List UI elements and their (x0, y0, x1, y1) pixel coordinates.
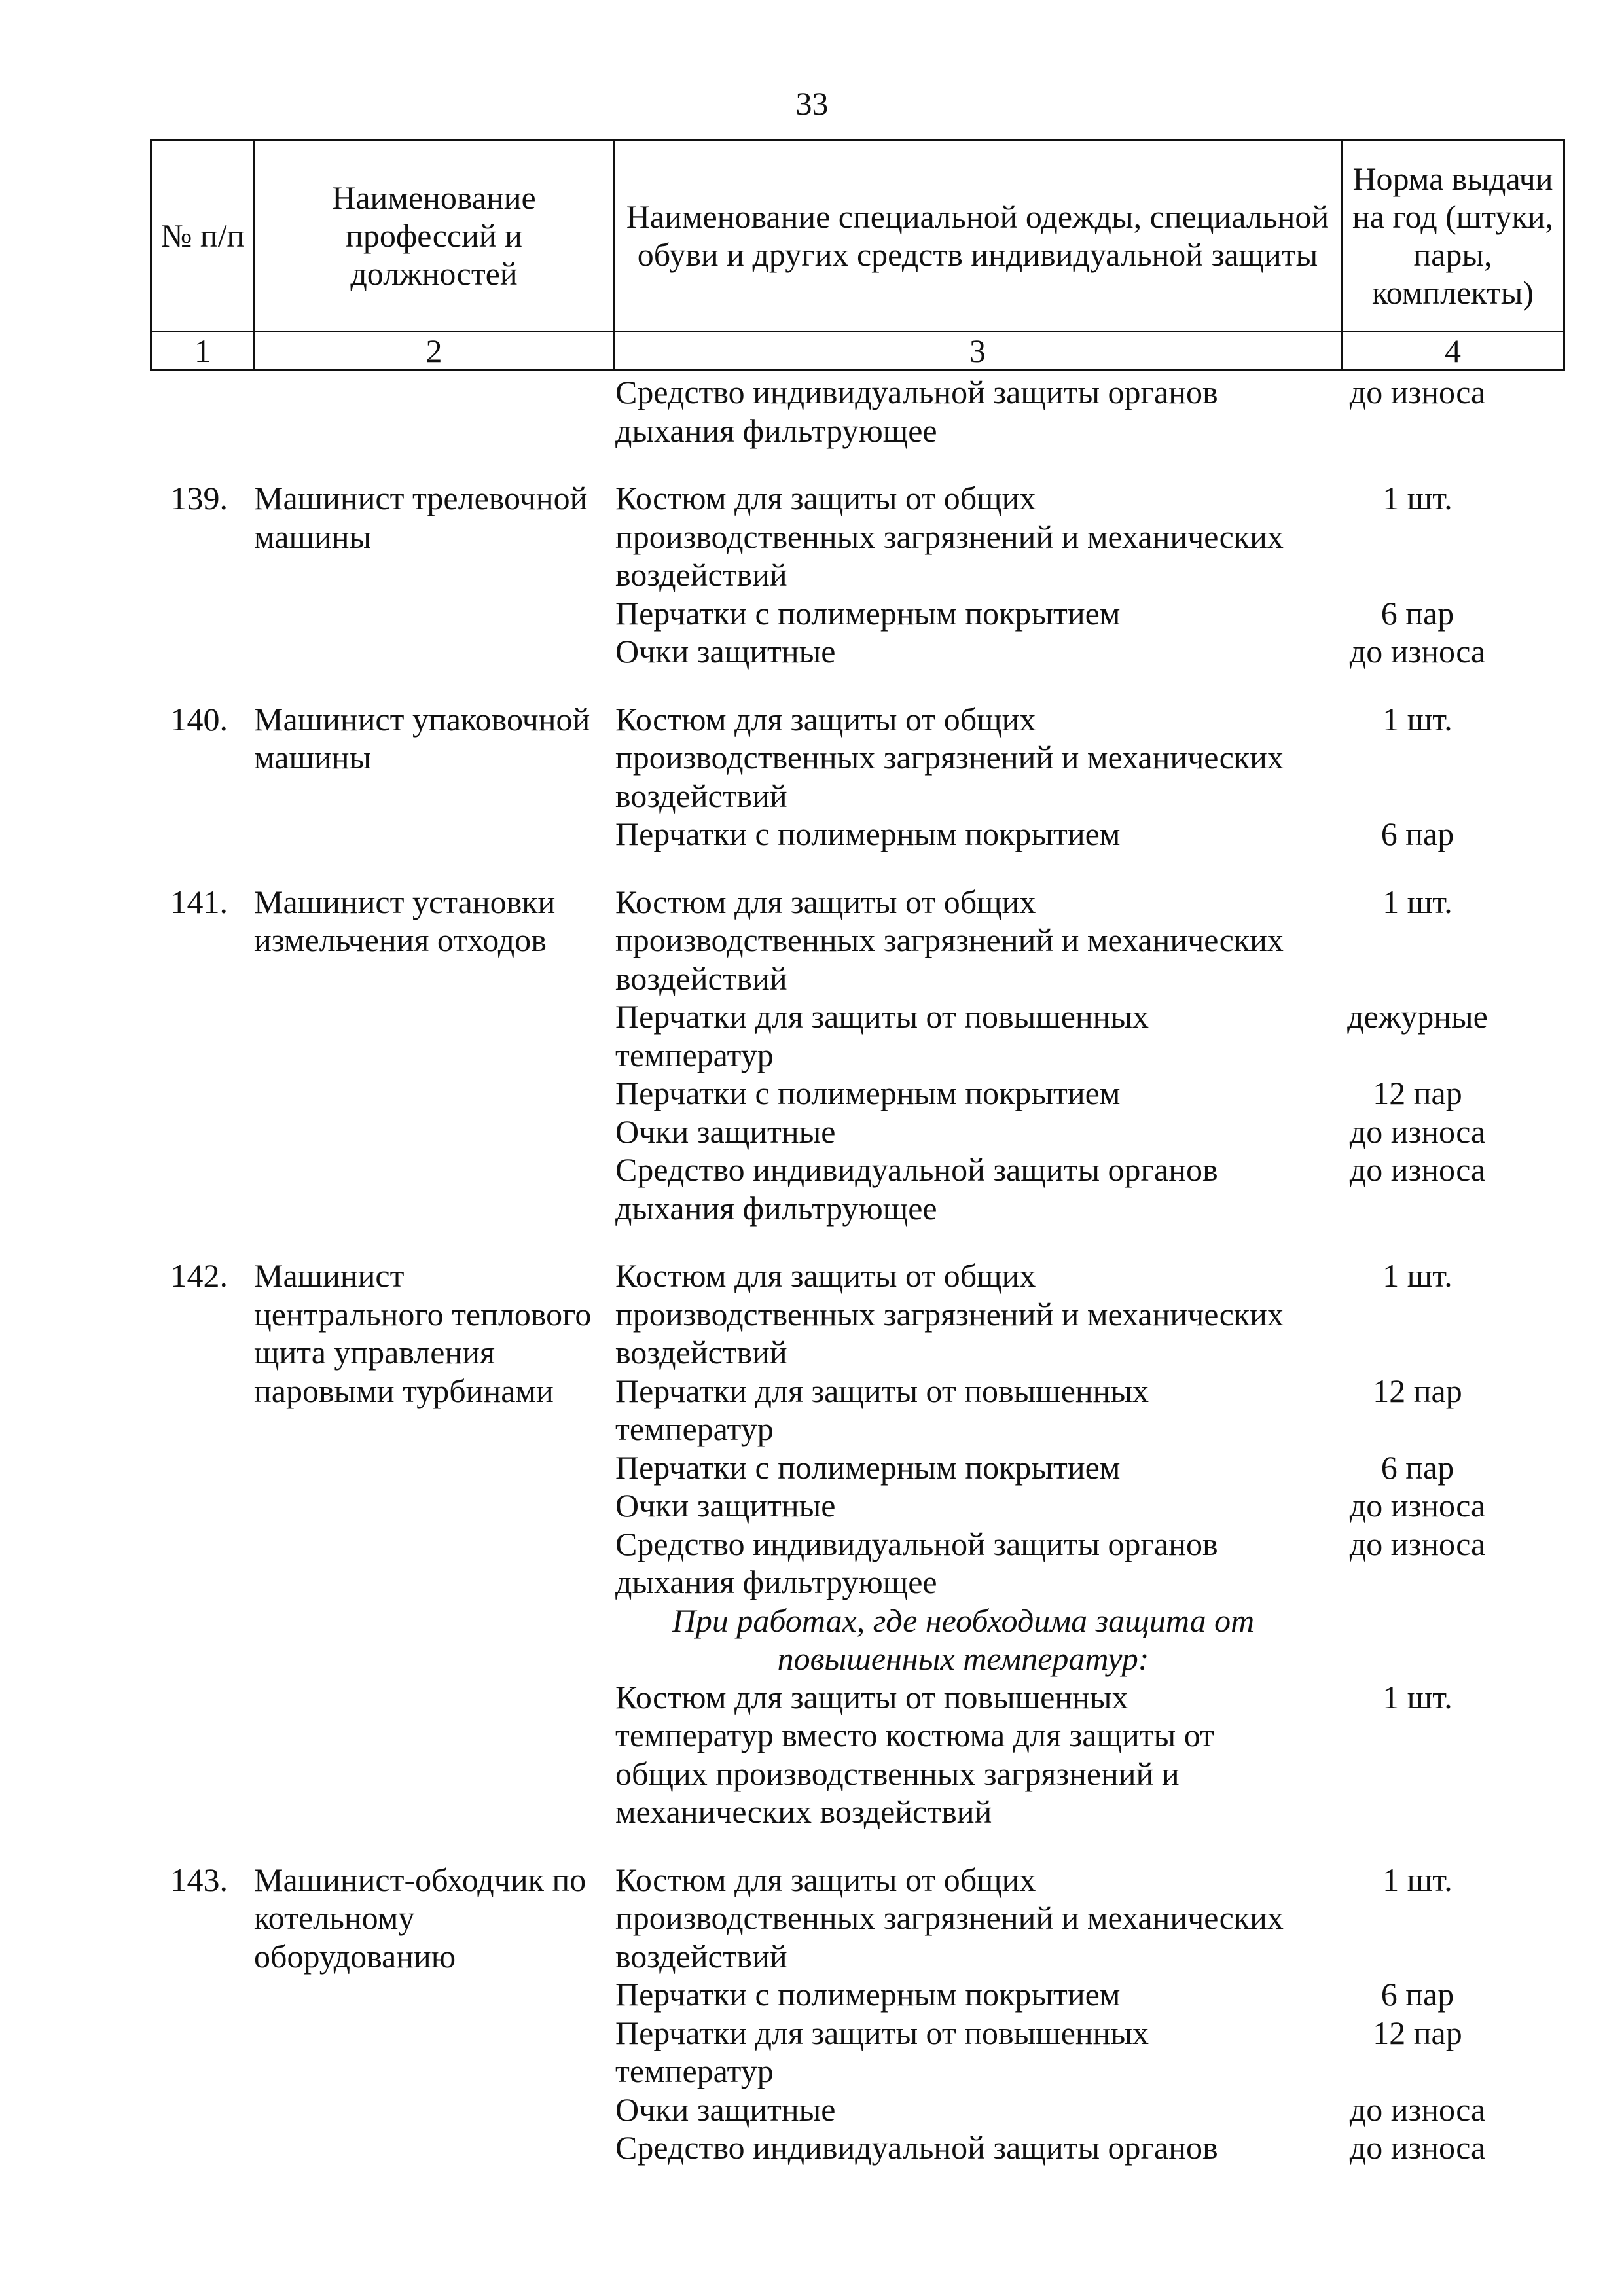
equipment-name: Костюм для защиты от общих производственных загрязнений и механических воздействий (615, 883, 1284, 997)
row-separator (150, 450, 1524, 479)
equipment-list (593, 1257, 1524, 1831)
entry-number: 139. (170, 480, 228, 516)
table-row (150, 700, 1524, 853)
entry-number: 141. (170, 883, 228, 920)
issue-norm: 1 шт. (1382, 883, 1453, 920)
issue-norm: 1 шт. (1382, 1678, 1453, 1715)
issue-norm: 12 пар (1373, 1372, 1462, 1409)
issue-norm: до износа (1349, 374, 1486, 410)
issue-norm: до износа (1349, 2090, 1486, 2128)
equipment-list (593, 479, 1524, 671)
header-col-number: № п/п (151, 140, 255, 332)
equipment-item (593, 1678, 1524, 1831)
equipment-name: Очки защитные (615, 633, 836, 670)
table-row (150, 883, 1524, 1228)
equipment-item (593, 815, 1524, 853)
issue-norm: 12 пар (1373, 1075, 1462, 1111)
equipment-name: Перчатки с полимерным покрытием (615, 1976, 1121, 2013)
equipment-name: Перчатки для защиты от повышенных температур (615, 998, 1149, 1073)
profession-name: Машинист установки измельчения отходов (254, 883, 556, 958)
row-separator (150, 671, 1524, 700)
table-body (150, 373, 1524, 2167)
conditional-note: При работах, где необходима защита от повышенных температур: (672, 1602, 1255, 1677)
equipment-name: Костюм для защиты от общих производственных загрязнений и механических воздействий (615, 1861, 1284, 1975)
equipment-name: Костюм для защиты от повышенных температур вместо костюма для защиты от общих производственных загрязнений и механических воздействий (615, 1678, 1214, 1830)
header-col-equipment: Наименование специальной одежды, специальной обуви и других средств индивидуальной защиты (614, 140, 1342, 332)
issue-norm: до износа (1349, 1525, 1486, 1562)
row-separator (150, 1227, 1524, 1257)
profession-name: Машинист-обходчик по котельному оборудованию (254, 1861, 586, 1975)
equipment-item (593, 883, 1524, 998)
equipment-name: Перчатки с полимерным покрытием (615, 1448, 1121, 1486)
equipment-name: Костюм для защиты от общих производственных загрязнений и механических воздействий (615, 1257, 1284, 1371)
header-row (151, 140, 1564, 332)
equipment-item (593, 2090, 1524, 2129)
equipment-name: Средство индивидуальной защиты органов дыхания фильтрующее (615, 374, 1218, 449)
issue-norm: до износа (1349, 1151, 1486, 1188)
issue-norm: 6 пар (1380, 1976, 1454, 2013)
profession-name (244, 373, 593, 450)
equipment-item (593, 1975, 1524, 2014)
equipment-item (593, 2014, 1524, 2090)
equipment-item (593, 1074, 1524, 1113)
equipment-name: Перчатки с полимерным покрытием (615, 1075, 1121, 1111)
column-number-2: 2 (255, 332, 614, 370)
equipment-item (593, 1448, 1524, 1487)
equipment-item (593, 1525, 1524, 1602)
equipment-name: Очки защитные (615, 1487, 836, 1524)
issue-norm: 1 шт. (1382, 700, 1453, 738)
entry-number: 140. (170, 700, 228, 738)
header-col-profession: Наименование профессий и должностей (255, 140, 614, 332)
equipment-item (593, 1257, 1524, 1372)
equipment-name: Костюм для защиты от общих производственных загрязнений и механических воздействий (615, 700, 1284, 814)
equipment-list (593, 1861, 1524, 2167)
issue-norm: до износа (1349, 1487, 1486, 1524)
equipment-item (593, 1486, 1524, 1525)
table-header (150, 139, 1565, 371)
profession-name: Машинист упаковочной машины (254, 700, 590, 776)
profession-name: Машинист трелевочной машины (254, 480, 588, 555)
equipment-name: Перчатки с полимерным покрытием (615, 594, 1121, 632)
table-row (150, 1861, 1524, 2167)
equipment-item (593, 1113, 1524, 1151)
issue-norm: 1 шт. (1382, 1861, 1453, 1898)
continued-entry (150, 373, 1524, 450)
issue-norm: до износа (1349, 633, 1486, 670)
equipment-item (593, 1861, 1524, 1976)
issue-norm: до износа (1349, 2129, 1486, 2166)
column-number-1: 1 (151, 332, 255, 370)
equipment-item (593, 594, 1524, 633)
equipment-list (593, 373, 1524, 450)
issue-norm: 6 пар (1380, 594, 1454, 632)
equipment-name: Средство индивидуальной защиты органов (615, 2129, 1218, 2166)
equipment-item (593, 1151, 1524, 1227)
column-number-row (151, 332, 1564, 370)
profession-name: Машинист центрального теплового щита управления паровыми турбинами (254, 1257, 592, 1409)
table-row (150, 479, 1524, 671)
page-number: 33 (795, 85, 829, 122)
table-row (150, 1257, 1524, 1831)
equipment-name: Перчатки с полимерным покрытием (615, 816, 1121, 852)
equipment-item (593, 997, 1524, 1074)
issue-norm: до износа (1349, 1113, 1486, 1150)
issue-norm: дежурные (1347, 998, 1488, 1035)
issue-norm: 6 пар (1380, 816, 1454, 852)
entry-number: 142. (170, 1257, 228, 1294)
equipment-item (593, 2128, 1524, 2167)
equipment-list (593, 700, 1524, 853)
equipment-item (593, 632, 1524, 671)
issue-norm: 1 шт. (1382, 480, 1453, 516)
issue-norm: 6 пар (1380, 1448, 1454, 1486)
equipment-item (593, 479, 1524, 594)
row-separator (150, 853, 1524, 883)
issue-norm: 1 шт. (1382, 1257, 1453, 1294)
column-number-4: 4 (1342, 332, 1564, 370)
equipment-name: Перчатки для защиты от повышенных температур (615, 1372, 1149, 1447)
column-number-3: 3 (614, 332, 1342, 370)
entry-number (150, 373, 244, 450)
equipment-name: Очки защитные (615, 2090, 836, 2128)
equipment-name: Костюм для защиты от общих производственных загрязнений и механических воздействий (615, 480, 1284, 593)
equipment-list (593, 883, 1524, 1228)
equipment-item (593, 373, 1524, 450)
issue-norm: 12 пар (1373, 2014, 1462, 2051)
header-col-norm: Норма выдачи на год (штуки, пары, комплекты) (1342, 140, 1564, 332)
equipment-name: Средство индивидуальной защиты органов дыхания фильтрующее (615, 1525, 1218, 1600)
equipment-name: Перчатки для защиты от повышенных температур (615, 2014, 1149, 2089)
row-separator (150, 1831, 1524, 1861)
entry-number: 143. (170, 1861, 228, 1898)
equipment-name: Очки защитные (615, 1113, 836, 1150)
equipment-item (593, 700, 1524, 816)
equipment-name: Средство индивидуальной защиты органов дыхания фильтрующее (615, 1151, 1218, 1227)
equipment-item (593, 1372, 1524, 1448)
